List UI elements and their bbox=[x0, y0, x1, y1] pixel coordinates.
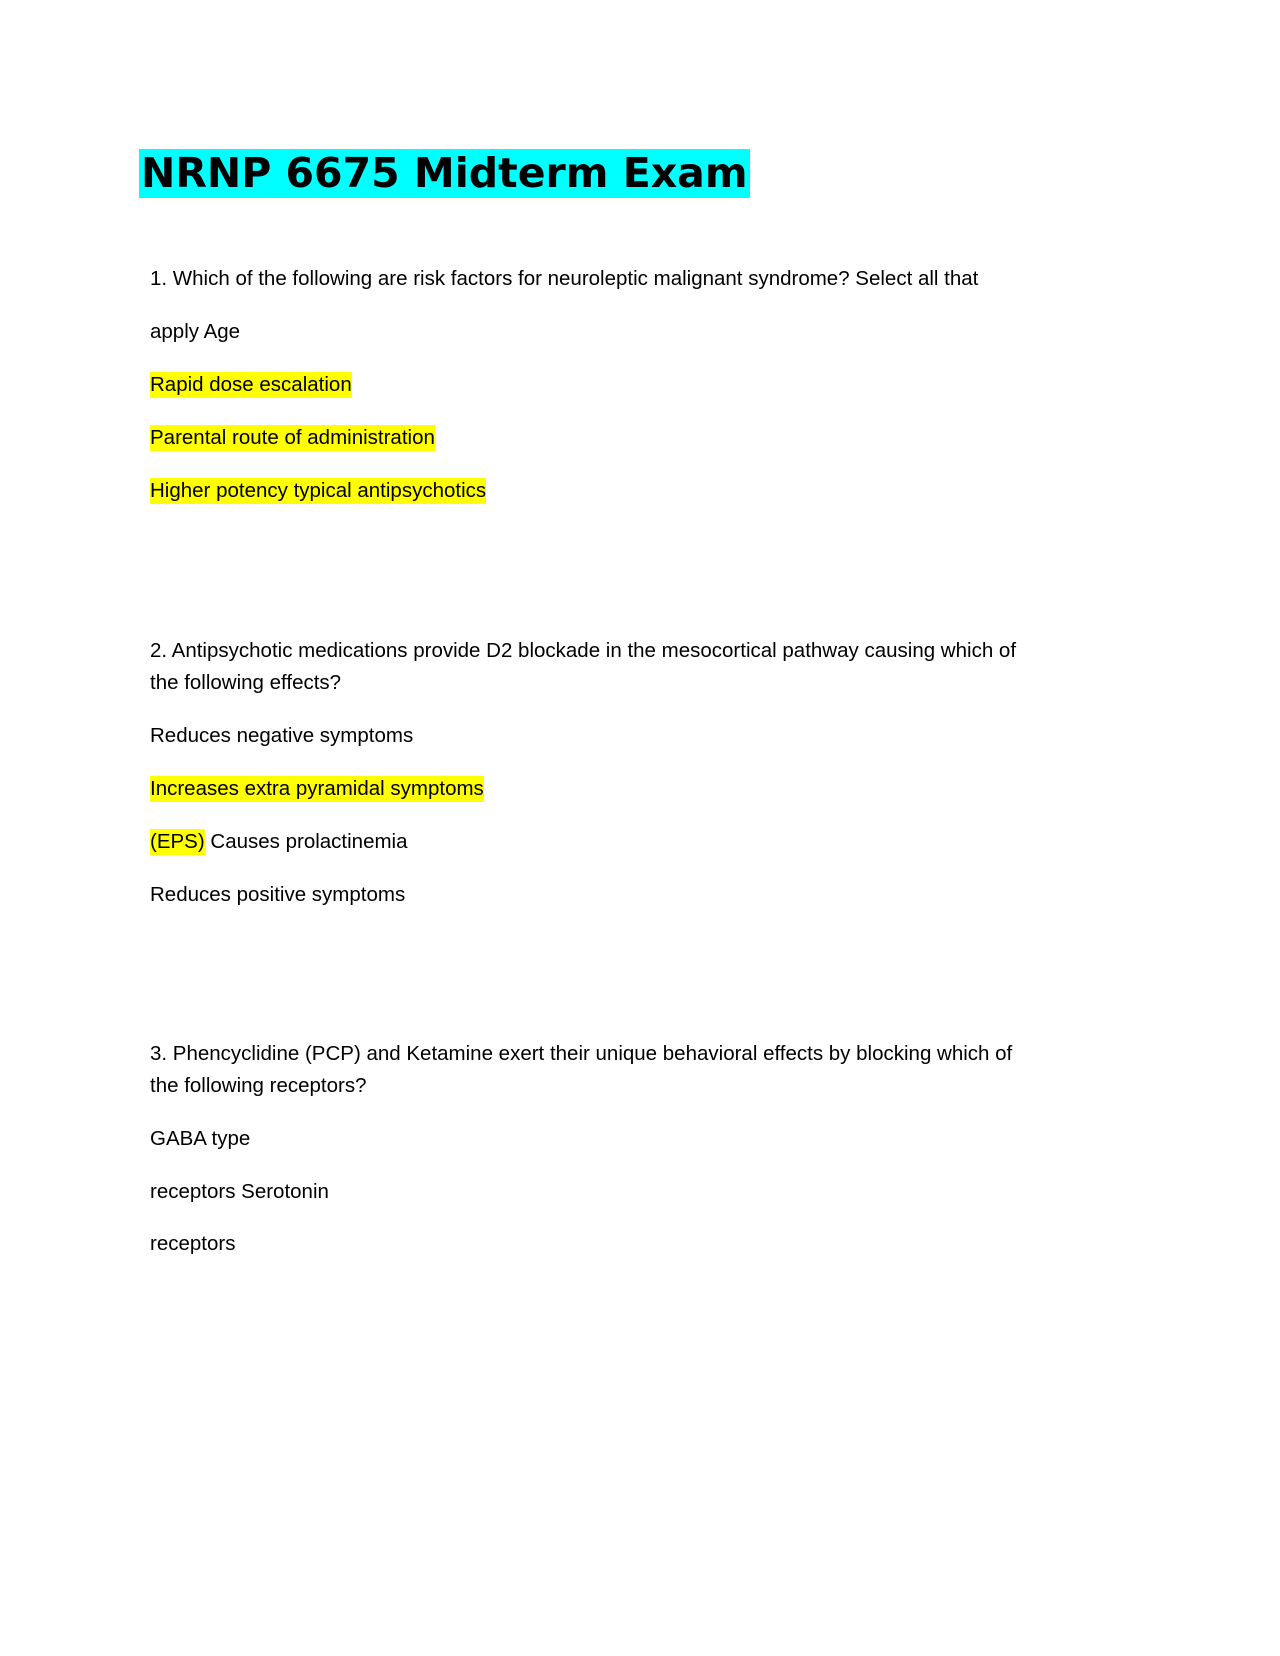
question-3-text-cont: the following receptors? bbox=[150, 1074, 367, 1097]
question-1-text: 1. Which of the following are risk factors for neuroleptic malignant syndrome? Select all that bbox=[150, 267, 979, 290]
question-3-option-2: receptors Serotonin bbox=[150, 1180, 329, 1203]
answer-highlight: Parental route of administration bbox=[150, 426, 435, 449]
question-1-option-2 bbox=[150, 425, 435, 450]
question-2-option-4: Reduces positive symptoms bbox=[150, 883, 406, 906]
page-title: NRNP 6675 Midterm Exam bbox=[141, 149, 748, 197]
answer-highlight: Increases extra pyramidal symptoms bbox=[150, 777, 484, 800]
answer-highlight: (EPS) bbox=[150, 830, 205, 853]
question-2-text: 2. Antipsychotic medications provide D2 blockade in the mesocortical pathway causing which of bbox=[150, 639, 1017, 662]
question-1-text-cont: apply Age bbox=[150, 320, 241, 343]
question-2-text-cont: the following effects? bbox=[150, 671, 342, 694]
question-3-option-3: receptors bbox=[150, 1232, 236, 1255]
question-1-option-1 bbox=[150, 372, 352, 397]
question-3-option-1: GABA type bbox=[150, 1127, 251, 1150]
answer-highlight: Higher potency typical antipsychotics bbox=[150, 479, 487, 502]
question-3-text: 3. Phencyclidine (PCP) and Ketamine exert their unique behavioral effects by blocking which of bbox=[150, 1042, 1013, 1065]
answer-highlight: Rapid dose escalation bbox=[150, 373, 352, 396]
question-1-option-3 bbox=[150, 478, 486, 503]
question-2-option-3-rest: Causes prolactinemia bbox=[204, 830, 408, 853]
question-2-option-2 bbox=[150, 776, 484, 801]
question-2-option-3 bbox=[150, 829, 408, 854]
question-2-option-1: Reduces negative symptoms bbox=[150, 724, 414, 747]
